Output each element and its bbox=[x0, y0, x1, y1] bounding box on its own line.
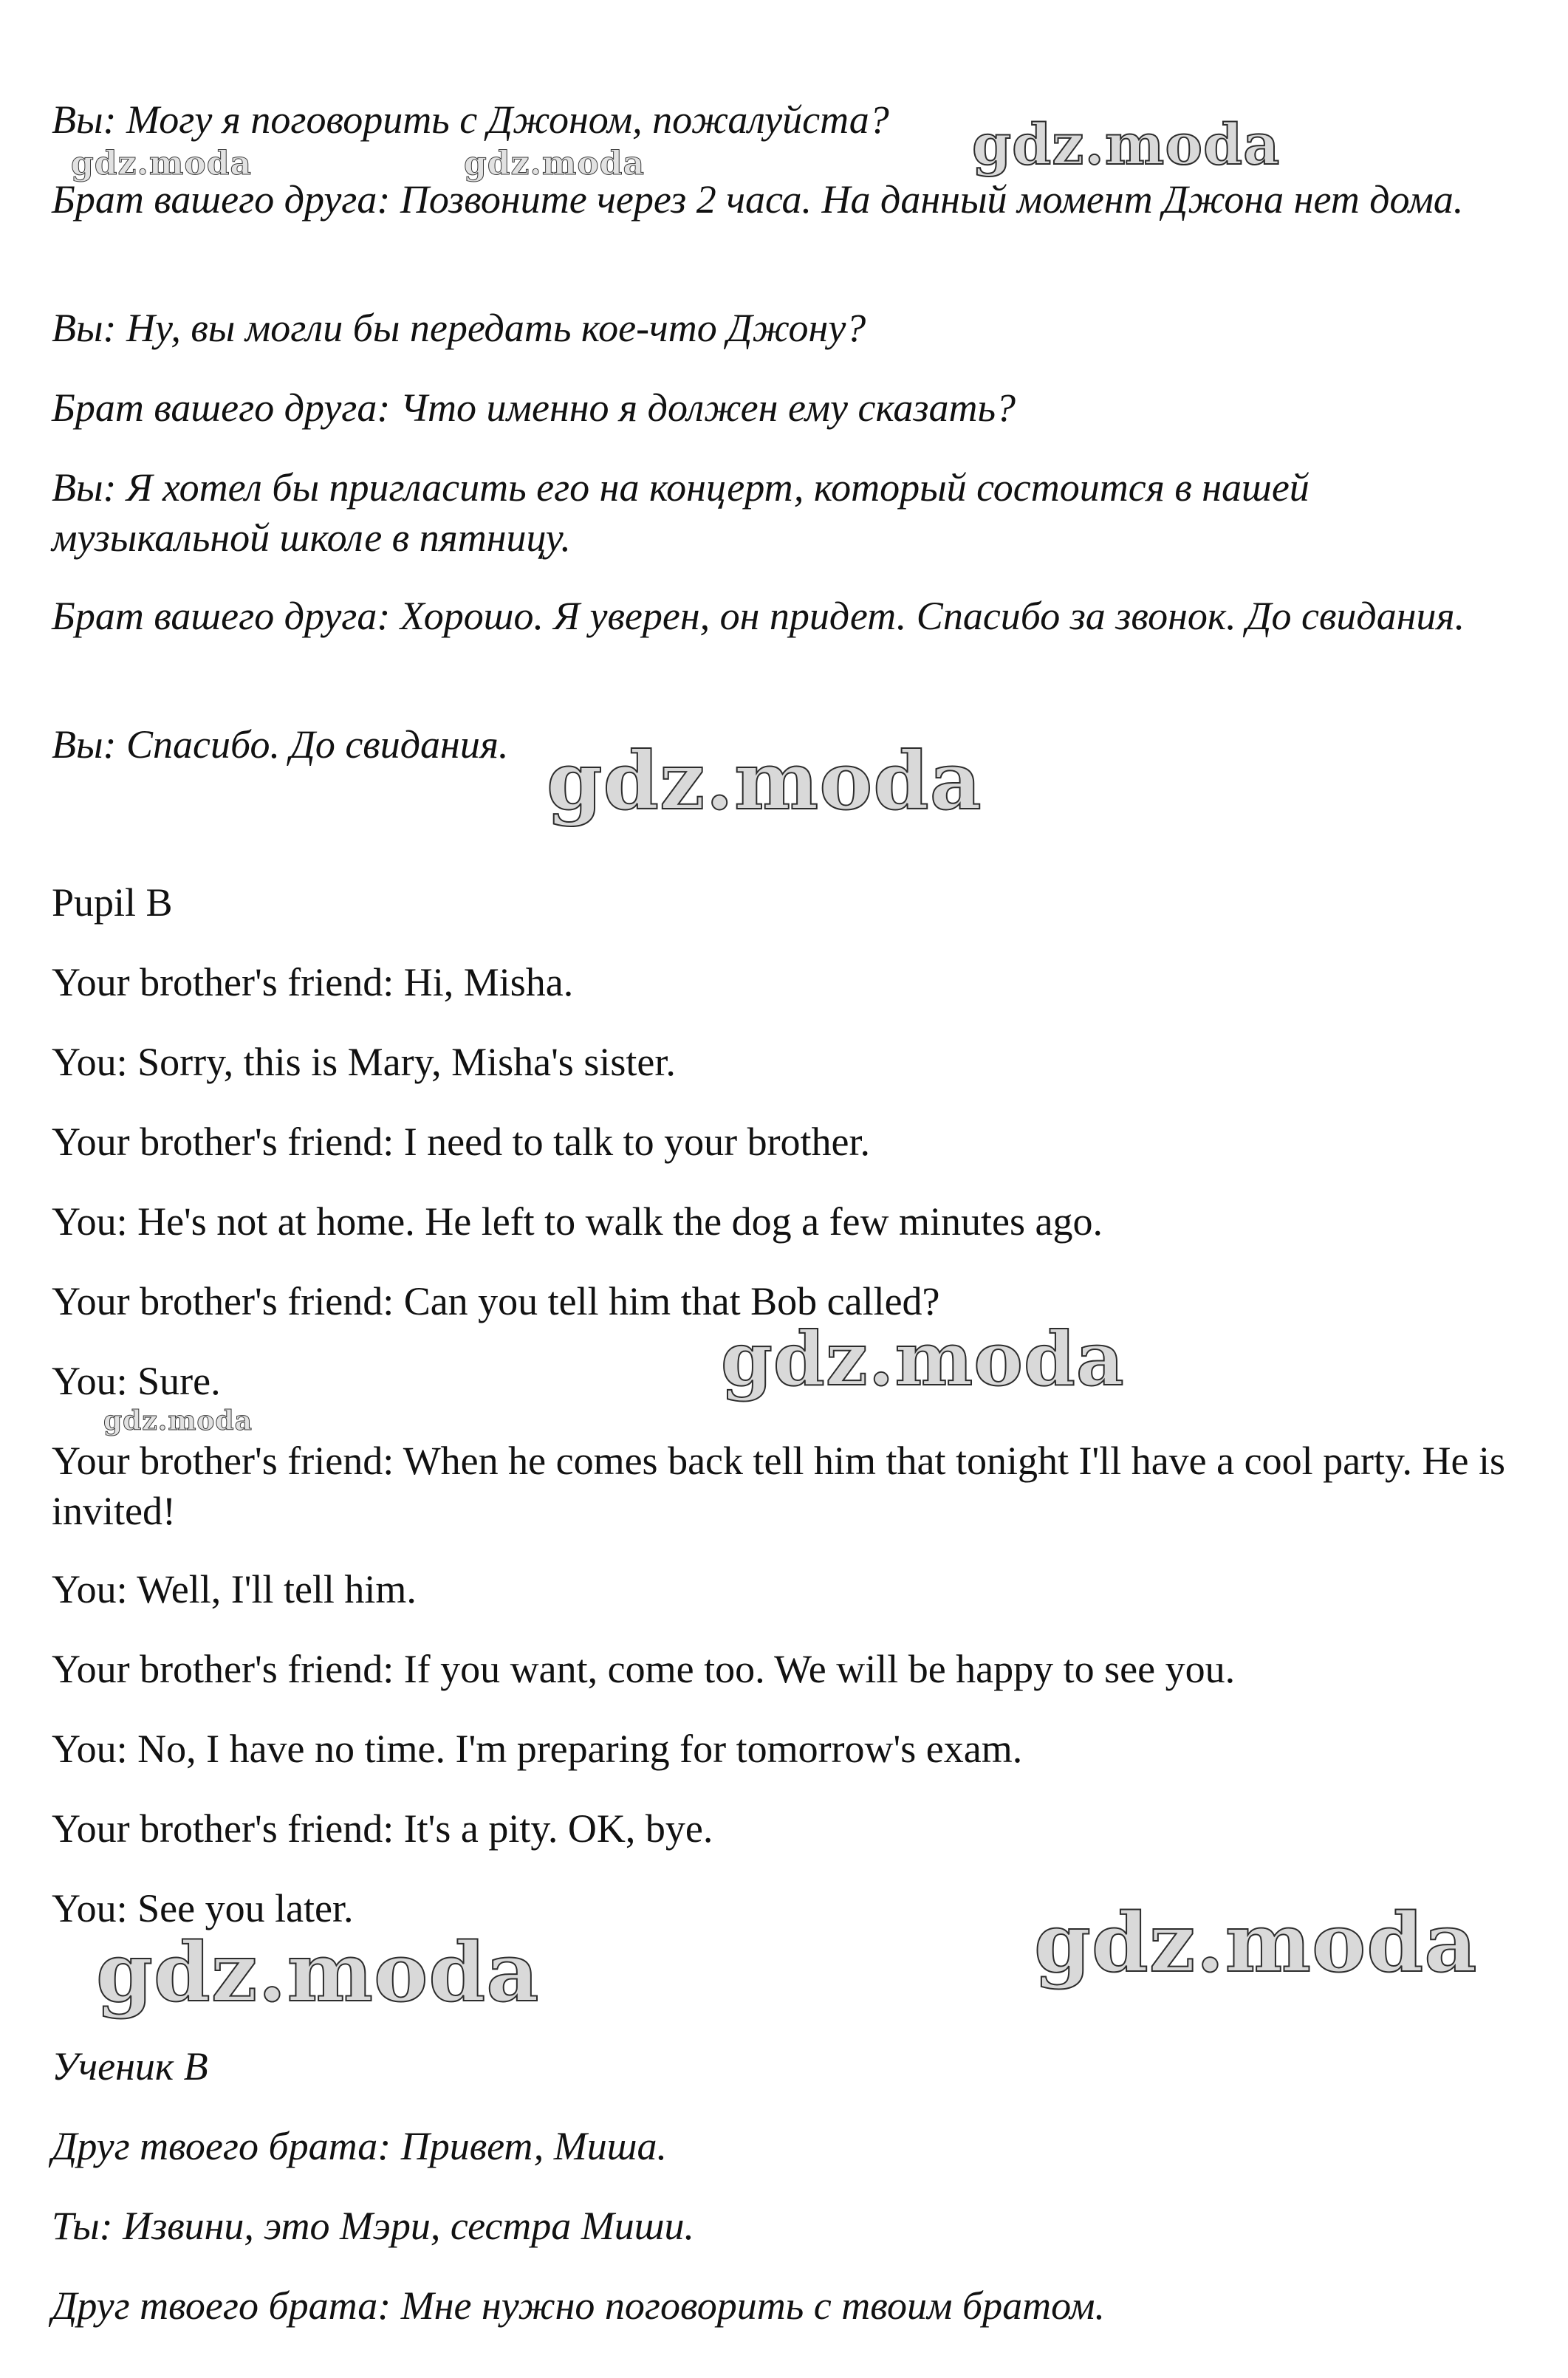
watermark: gdz.moda bbox=[972, 112, 1281, 177]
watermark: gdz.moda bbox=[96, 1925, 540, 2020]
dialogue-line: Друг твоего брата: Привет, Миша. bbox=[52, 2124, 668, 2168]
dialogue-line: You: See you later. bbox=[52, 1886, 354, 1930]
dialogue-line: Your brother's friend: Hi, Misha. bbox=[52, 960, 574, 1004]
dialogue-line: Your brother's friend: If you want, come too. We will be happy to see you. bbox=[52, 1647, 1236, 1691]
dialogue-line: You: Sure. bbox=[52, 1359, 221, 1403]
watermark: gdz.moda bbox=[103, 1405, 253, 1436]
dialogue-line: Your brother's friend: I need to talk to your brother. bbox=[52, 1120, 871, 1164]
dialogue-line: Брат вашего друга: Хорошо. Я уверен, он придет. Спасибо за звонок. До свидания. bbox=[52, 594, 1465, 638]
dialogue-line: Вы: Спасибо. До свидания. bbox=[52, 722, 509, 767]
dialogue-line: Your brother's friend: When he comes back tell him that tonight I'll have a cool party. He is invited! bbox=[52, 1439, 1505, 1533]
dialogue-line: Вы: Могу я поговорить с Джоном, пожалуйста? bbox=[52, 97, 889, 142]
dialogue-line: You: Sorry, this is Mary, Misha's sister. bbox=[52, 1040, 676, 1084]
dialogue-line: Your brother's friend: It's a pity. OK, bye. bbox=[52, 1806, 713, 1851]
dialogue-line: Вы: Ну, вы могли бы передать кое-что Джону? bbox=[52, 306, 866, 350]
dialogue-line: Вы: Я хотел бы пригласить его на концерт, который состоится в нашей музыкальной школе в пятницу. bbox=[52, 465, 1309, 560]
dialogue-line: Брат вашего друга: Позвоните через 2 часа. На данный момент Джона нет дома. bbox=[52, 177, 1464, 222]
dialogue-line: You: No, I have no time. I'm preparing for tomorrow's exam. bbox=[52, 1727, 1023, 1771]
watermark: gdz.moda bbox=[547, 735, 982, 828]
watermark: gdz.moda bbox=[71, 145, 253, 182]
watermark: gdz.moda bbox=[1034, 1895, 1478, 1990]
dialogue-line: Брат вашего друга: Что именно я должен ему сказать? bbox=[52, 386, 1016, 430]
section-heading: Pupil B bbox=[52, 880, 173, 925]
watermark: gdz.moda bbox=[464, 145, 646, 182]
dialogue-line: Друг твоего брата: Мне нужно поговорить с твоим братом. bbox=[52, 2283, 1105, 2328]
dialogue-line: You: He's not at home. He left to walk the dog a few minutes ago. bbox=[52, 1199, 1103, 1244]
section-heading: Ученик В bbox=[52, 2044, 208, 2089]
dialogue-line: You: Well, I'll tell him. bbox=[52, 1567, 417, 1611]
dialogue-line: Your brother's friend: Can you tell him that Bob called? bbox=[52, 1279, 940, 1323]
watermark: gdz.moda bbox=[721, 1315, 1125, 1402]
dialogue-line: Ты: Извини, это Мэри, сестра Миши. bbox=[52, 2204, 695, 2248]
